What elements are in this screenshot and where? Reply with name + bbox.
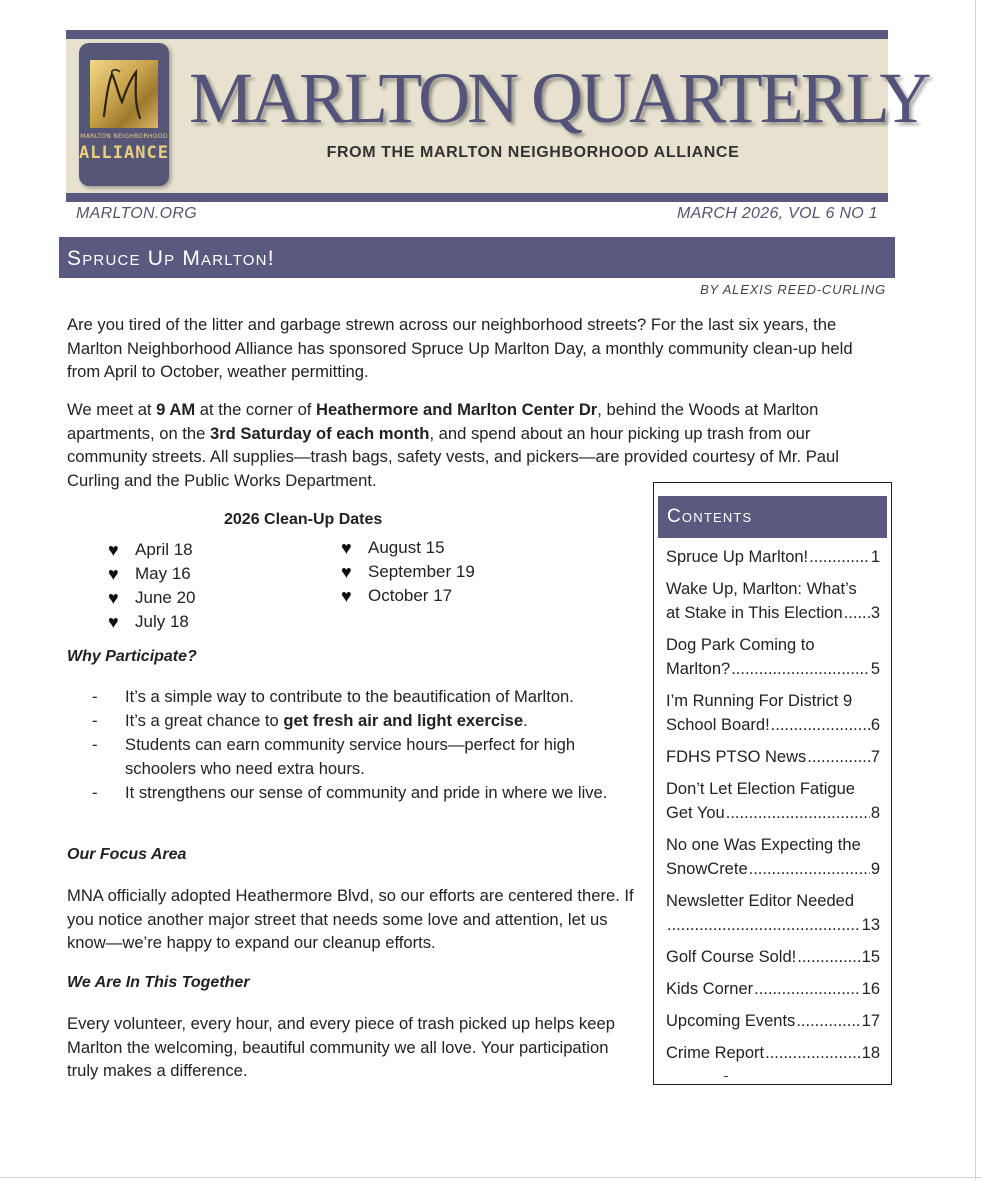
- dot-leader: [765, 1041, 861, 1065]
- dot-leader: [754, 977, 861, 1001]
- meet-text-2: at the corner of: [195, 400, 317, 419]
- contents-item-title: Golf Course Sold!: [666, 948, 797, 966]
- article-title: Spruce Up Marlton!: [67, 247, 275, 270]
- contents-item-page: 9: [870, 860, 880, 878]
- dot-leader: [749, 857, 870, 881]
- contents-item[interactable]: [666, 633, 880, 681]
- contents-item-page: 17: [861, 1012, 880, 1030]
- stray-mark: [724, 1076, 728, 1077]
- contents-item-page: 13: [861, 916, 880, 934]
- heart-bullet-icon: ♥: [341, 586, 352, 606]
- contents-item-title-start: Don’t Let Election Fatigue: [666, 780, 855, 798]
- contents-item-line: [666, 1041, 880, 1065]
- website-text: MARLTON.ORG: [76, 205, 197, 222]
- meeting-paragraph: [67, 398, 889, 492]
- reason-item: [92, 709, 642, 733]
- contents-item-page: 6: [870, 716, 880, 734]
- heart-bullet-icon: ♥: [108, 564, 119, 584]
- contents-item-title: Upcoming Events: [666, 1012, 796, 1030]
- date-item: [341, 584, 475, 608]
- contents-item-page: 3: [870, 604, 880, 622]
- alliance-logo: [79, 43, 169, 186]
- contents-item-line: [666, 913, 880, 937]
- contents-item-line: [666, 857, 880, 881]
- together-paragraph: Every volunteer, every hour, and every piece of trash picked up helps keep Marlton the welcoming, beautiful community we all love. Your participation truly makes a difference.: [67, 1014, 615, 1080]
- dates-list-1: [108, 538, 196, 634]
- heart-bullet-icon: ♥: [341, 538, 352, 558]
- contents-item-line: [666, 657, 880, 681]
- meet-time: 9 AM: [156, 400, 196, 419]
- contents-item[interactable]: [666, 833, 880, 881]
- contents-item-line: [666, 801, 880, 825]
- contents-item[interactable]: [666, 945, 880, 969]
- contents-item-title-start: No one Was Expecting the: [666, 836, 861, 854]
- date-item: [341, 536, 475, 560]
- meet-location: Heathermore and Marlton Center Dr: [316, 400, 598, 419]
- dates-list-2: [341, 536, 475, 608]
- contents-item-title: Get You: [666, 804, 725, 822]
- date-item: [108, 562, 196, 586]
- why-participate-heading: Why Participate?: [67, 648, 197, 665]
- dash-bullet: -: [92, 687, 98, 706]
- meet-text-1: We meet at: [67, 400, 157, 419]
- dates-heading: 2026 Clean-Up Dates: [224, 511, 383, 528]
- contents-item[interactable]: [666, 689, 880, 737]
- contents-item-title: SnowCrete: [666, 860, 748, 878]
- date-item: [108, 610, 196, 634]
- contents-item-title-start: I’m Running For District 9: [666, 692, 853, 710]
- contents-item[interactable]: [666, 545, 880, 569]
- dot-leader: [796, 1009, 860, 1033]
- date-text: May 16: [135, 564, 191, 583]
- contents-item-title: at Stake in This Election: [666, 604, 843, 622]
- contents-item-title-start: Dog Park Coming to: [666, 636, 815, 654]
- heart-bullet-icon: ♥: [108, 588, 119, 608]
- contents-item[interactable]: [666, 1041, 880, 1065]
- dot-leader: [667, 913, 861, 937]
- together-heading: We Are In This Together: [67, 974, 250, 991]
- issue-info: MARCH 2026, VOL 6 NO 1: [676, 205, 878, 222]
- contents-item-title-start: Newsletter Editor Needed: [666, 892, 855, 910]
- contents-item-line: [666, 977, 880, 1001]
- contents-box: [653, 482, 892, 1085]
- date-text: August 15: [368, 538, 445, 557]
- intro-paragraph: Are you tired of the litter and garbage strewn across our neighborhood streets? For the last six years, the Marlton Neighborhood Alliance has sponsored Spruce Up Marlton Day, a monthly community clean-up held from April to October, weather permitting.: [67, 315, 853, 381]
- date-item: [108, 586, 196, 610]
- contents-header: [658, 496, 887, 538]
- date-item: [108, 538, 196, 562]
- logo-gold-square: [90, 60, 158, 128]
- newsletter-title: MARLTON QUARTERLY: [189, 58, 929, 138]
- article-byline: BY ALEXIS REED-CURLING: [700, 282, 886, 297]
- meet-text-3: , behind the Woods at Marlton apartments, on the: [67, 400, 819, 443]
- dash-bullet: -: [92, 783, 98, 802]
- heart-bullet-icon: ♥: [108, 540, 119, 560]
- logo-small-text: MARLTON NEIGHBORHOOD: [80, 133, 168, 140]
- reason-text: Students can earn community service hours—perfect for high schoolers who need extra hours.: [125, 735, 576, 778]
- contents-heading: Contents: [667, 506, 753, 527]
- contents-item-line: [666, 745, 880, 769]
- contents-list: [666, 545, 880, 1073]
- contents-item-title: Marlton?: [666, 660, 731, 678]
- contents-item-line: [666, 545, 880, 569]
- date-text: June 20: [135, 588, 196, 607]
- reason-item: [92, 781, 642, 805]
- dot-leader: [807, 745, 870, 769]
- contents-item-line: [666, 945, 880, 969]
- focus-area-heading: Our Focus Area: [67, 846, 187, 863]
- contents-item-title: School Board!: [666, 716, 770, 734]
- reason-text-end: .: [523, 711, 528, 730]
- newsletter-subtitle: FROM THE MARLTON NEIGHBORHOOD ALLIANCE: [326, 144, 740, 161]
- heart-bullet-icon: ♥: [341, 562, 352, 582]
- focus-area-paragraph: MNA officially adopted Heathermore Blvd, so our efforts are centered there. If you notice another major street that needs some love and attention, let us know—we’re happy to expand our cleanup efforts.: [67, 886, 634, 952]
- reason-text: It’s a great chance to: [125, 711, 284, 730]
- reasons-list: [92, 685, 642, 805]
- contents-item-title: Kids Corner: [666, 980, 754, 998]
- contents-item-line: [666, 713, 880, 737]
- contents-item[interactable]: [666, 889, 880, 937]
- contents-item-page: 18: [861, 1044, 880, 1062]
- contents-item-title: FDHS PTSO News: [666, 748, 807, 766]
- contents-item-line: [666, 601, 880, 625]
- date-text: April 18: [135, 540, 193, 559]
- contents-item-page: 1: [870, 548, 880, 566]
- contents-item[interactable]: [666, 777, 880, 825]
- contents-item-page: 15: [861, 948, 880, 966]
- heart-bullet-icon: ♥: [108, 612, 119, 632]
- masthead-bottom-bar: [66, 193, 888, 202]
- reason-emphasis: get fresh air and light exercise: [283, 711, 524, 730]
- contents-item[interactable]: [666, 1009, 880, 1033]
- dot-leader: [726, 801, 870, 825]
- dot-leader: [797, 945, 860, 969]
- dot-leader: [809, 545, 870, 569]
- contents-item-title-start: Wake Up, Marlton: What’s: [666, 580, 857, 598]
- date-text: September 19: [368, 562, 475, 581]
- date-text: July 18: [135, 612, 189, 631]
- m-monogram-icon: [90, 60, 158, 128]
- dash-bullet: -: [92, 711, 98, 730]
- contents-item-title: Spruce Up Marlton!: [666, 548, 809, 566]
- dot-leader: [731, 657, 870, 681]
- contents-item-title: Crime Report: [666, 1044, 765, 1062]
- reason-text: It’s a simple way to contribute to the beautification of Marlton.: [125, 687, 574, 706]
- date-item: [341, 560, 475, 584]
- dash-bullet: -: [92, 735, 98, 754]
- page-edge-bottom: [0, 1177, 982, 1178]
- dot-leader: [844, 601, 870, 625]
- contents-item-page: 8: [870, 804, 880, 822]
- meet-text-4: , and spend about an hour picking up trash from our community streets. All supplies—trash bags, safety vests, and pickers—are provided courtesy of Mr. Paul Curling and the Public Works Department.: [67, 423, 839, 490]
- reason-text: It strengthens our sense of community and pride in where we live.: [125, 783, 608, 802]
- contents-item-page: 7: [870, 748, 880, 766]
- dot-leader: [771, 713, 870, 737]
- masthead-top-bar: [66, 30, 888, 39]
- date-text: October 17: [368, 586, 453, 605]
- contents-item[interactable]: [666, 745, 880, 769]
- contents-item[interactable]: [666, 577, 880, 625]
- contents-item[interactable]: [666, 977, 880, 1001]
- reason-item: [92, 685, 642, 709]
- contents-item-line: [666, 1009, 880, 1033]
- page-edge-right: [975, 0, 976, 1180]
- meet-schedule: 3rd Saturday of each month: [209, 423, 430, 443]
- reason-item: [92, 733, 642, 781]
- logo-big-text: ALLIANCE: [79, 143, 169, 163]
- contents-item-page: 5: [870, 660, 880, 678]
- contents-item-page: 16: [861, 980, 880, 998]
